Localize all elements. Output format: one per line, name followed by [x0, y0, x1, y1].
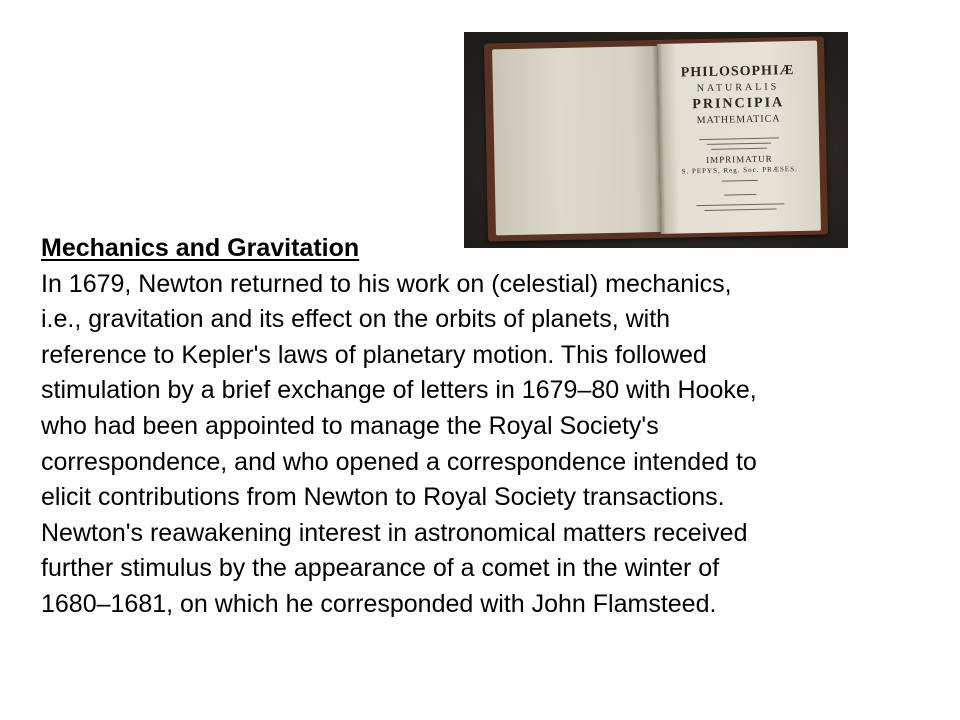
title-page-line-5: IMPRIMATUR: [706, 153, 773, 165]
title-page-fine-print: [711, 148, 767, 150]
section-heading: Mechanics and Gravitation: [41, 234, 360, 262]
title-page-fine-print: [707, 143, 771, 145]
title-page-fine-print: [696, 203, 784, 206]
principia-book-photo: [464, 32, 848, 248]
title-page-line-3: PRINCIPIA: [692, 95, 785, 113]
title-page-line-2: NATURALIS: [696, 81, 780, 95]
section-text: [41, 231, 931, 623]
title-page-line-1: PHILOSOPHIÆ: [680, 63, 795, 81]
book-left-page: [492, 46, 661, 235]
body-line: In 1679, Newton returned to his work on (celestial) mechanics,: [41, 269, 732, 298]
title-page-line-4: MATHEMATICA: [696, 113, 781, 127]
open-book: [484, 36, 828, 241]
body-line: 1680–1681, on which he corresponded with John Flamsteed.: [41, 589, 717, 618]
body-line: stimulation by a brief exchange of letters in 1679–80 with Hooke,: [41, 376, 757, 405]
book-title-page: [657, 41, 821, 234]
body-line: further stimulus by the appearance of a comet in the winter of: [41, 554, 720, 583]
body-line: i.e., gravitation and its effect on the orbits of planets, with: [41, 305, 671, 334]
body-line: who had been appointed to manage the Royal Society's: [41, 411, 659, 440]
body-line: elicit contributions from Newton to Royal Society transactions.: [41, 483, 725, 512]
body-line: Newton's reawakening interest in astronomical matters received: [41, 518, 748, 547]
body-line: correspondence, and who opened a correspondence intended to: [41, 447, 757, 476]
title-page-fine-print: [722, 180, 758, 182]
body-line: reference to Kepler's laws of planetary motion. This followed: [41, 340, 707, 369]
title-page-fine-print: [724, 194, 756, 196]
title-page-fine-print: [699, 137, 779, 140]
title-page-fine-print: [704, 208, 776, 211]
title-page-line-6: S. PEPYS, Reg. Soc. PRÆSES.: [681, 165, 798, 176]
